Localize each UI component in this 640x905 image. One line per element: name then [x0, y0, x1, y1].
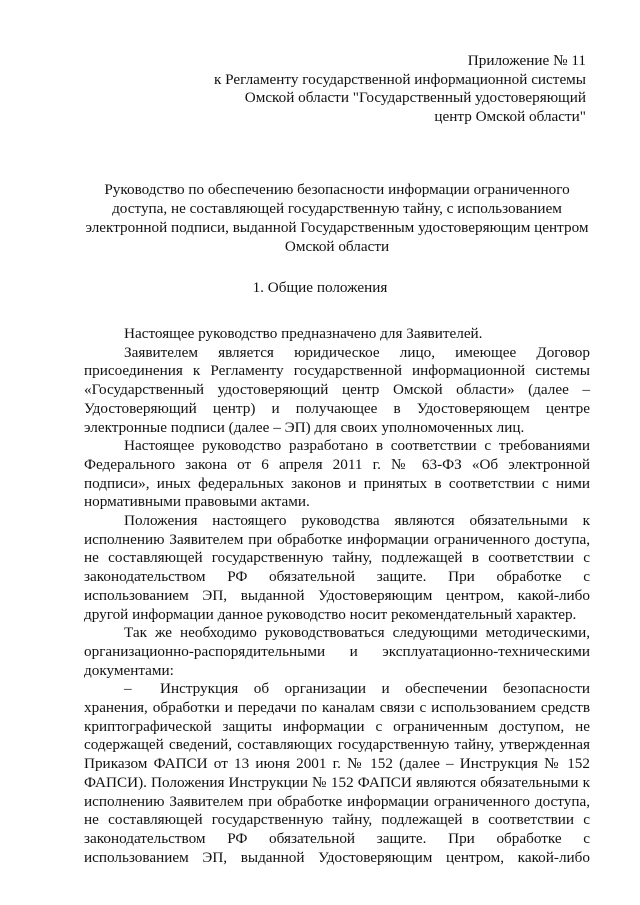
text-line: использованием ЭП, выданной Удостоверяющим центром, какой-либо	[84, 848, 590, 866]
text-line: Так же необходимо руководствоваться следующими методическими,	[124, 624, 590, 642]
paragraph-legal-basis	[84, 437, 590, 512]
text-line: Удостоверяющий центр) и получающее в Удостоверяющем центре	[84, 399, 590, 417]
text-line: не составляющей государственную тайну, подлежащей в соответствии с	[84, 811, 590, 829]
section-heading: 1. Общие положения	[252, 279, 388, 296]
text-line: другой информации данное руководство носит рекомендательный характер.	[84, 605, 577, 623]
text-line: «Государственный удостоверяющий центр Омской области» (далее –	[84, 381, 590, 399]
appendix-line: к Регламенту государственной информационной системы	[213, 70, 586, 88]
text-line: содержащей сведений, составляющих государственную тайну, утвержденная	[84, 736, 590, 754]
list-item-instruction-152	[84, 680, 590, 867]
text-line: законодательством РФ обязательной защите. При обработке с	[84, 568, 590, 586]
paragraph-applicant	[84, 344, 590, 438]
list-item-text: Инструкция об организации и обеспечении безопасности	[160, 680, 590, 698]
list-dash: –	[124, 680, 132, 698]
text-line: нормативными правовыми актами.	[84, 493, 310, 511]
document-title	[84, 180, 590, 256]
appendix-header	[166, 52, 586, 126]
text-line: присоединения к Регламенту государственной информационной системы	[84, 362, 590, 380]
text-line: законодательством РФ обязательной защите. При обработке с	[84, 829, 590, 847]
title-line: доступа, не составляющей государственную тайну, с использованием	[112, 200, 562, 217]
text-line: исполнению Заявителем при обработке информации ограниченного доступа,	[84, 792, 590, 810]
text-line	[84, 680, 590, 699]
text-line: электронные подписи (далее – ЭП) для своих уполномоченных лиц.	[84, 418, 525, 436]
text-line: исполнению Заявителем при обработке информации ограниченного доступа,	[84, 530, 590, 548]
paragraph-obligations	[84, 512, 590, 624]
text-line: Настоящее руководство предназначено для Заявителей.	[124, 325, 483, 342]
text-line: подписи», иных федеральных законов и принятых в соответствии с ними	[84, 474, 590, 492]
text-line: Приказом ФАПСИ от 13 июня 2001 г. № 152 (далее – Инструкция № 152	[84, 755, 590, 773]
text-line: хранения, обработки и передачи по каналам связи с использованием средств	[84, 699, 590, 717]
text-line: документами:	[84, 661, 174, 679]
text-line: использованием ЭП, выданной Удостоверяющим центром, какой-либо	[84, 586, 590, 604]
text-line: Настоящее руководство разработано в соответствии с требованиями	[124, 437, 590, 455]
paragraph-purpose	[84, 325, 590, 344]
paragraph-documents	[84, 624, 590, 680]
appendix-number: Приложение № 11	[467, 52, 586, 69]
text-line: не составляющей государственную тайну, подлежащей в соответствии с	[84, 549, 590, 567]
text-line: Заявителем является юридическое лицо, имеющее Договор	[124, 343, 590, 361]
title-line: электронной подписи, выданной Государственным удостоверяющим центром	[85, 219, 589, 236]
document-body	[84, 325, 590, 867]
text-line: ФАПСИ). Положения Инструкции № 152 ФАПСИ являются обязательными к	[84, 773, 590, 791]
title-line: Руководство по обеспечению безопасности информации ограниченного	[104, 181, 570, 198]
text-line: Положения настоящего руководства являются обязательными к	[124, 512, 590, 530]
text-line: криптографической защиты информации с ограниченным доступом, не	[84, 717, 590, 735]
text-line: организационно-распорядительными и эксплуатационно-техническими	[84, 642, 590, 660]
title-line: Омской области	[284, 238, 390, 255]
appendix-line: Омской области "Государственный удостоверяющий	[244, 89, 586, 106]
appendix-line: центр Омской области"	[434, 107, 586, 125]
text-line: Федерального закона от 6 апреля 2011 г. № 63-ФЗ «Об электронной	[84, 455, 590, 473]
